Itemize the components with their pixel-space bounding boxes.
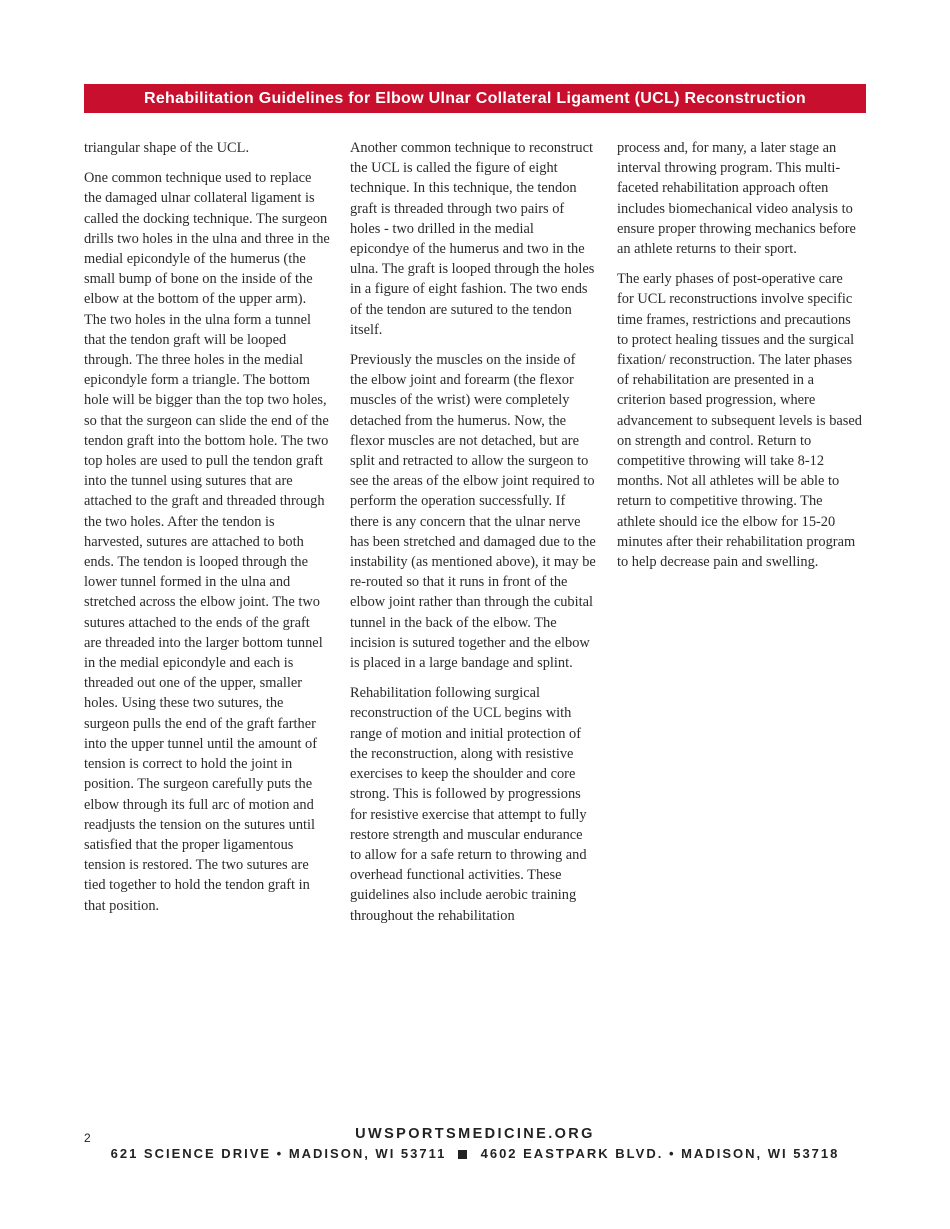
paragraph: One common technique used to replace the damaged ulnar collateral ligament is called the docking technique. The surgeon drills two holes in the ulna and three in the medial epicondyle of the humerus (the small bump of bone on the inside of the elbow at the bottom of the upper arm). The two holes in the ulna form a tunnel that the tendon graft will be looped through. The three holes in the medial epicondyle form a triangle. The bottom hole will be bigger than the top two holes, so that the surgeon can slide the end of the tendon graft into the bottom hole. The two top holes are used to pull the tendon graft into the tunnel using sutures that are attached to the graft and threaded through the two holes. After the tendon is harvested, sutures are attached to both ends. The tendon is looped through the lower tunnel formed in the ulna and stretched across the elbow joint. The two sutures attached to the ends of the graft are threaded into the larger bottom tunnel in the medial epicondyle and each is threaded out one of the upper, smaller holes. Using these two sutures, the surgeon pulls the end of the graft farther into the upper tunnel until the amount of tension is correct to hold the joint in position. The surgeon carefully puts the elbow through its full arc of motion and readjusts the tension on the sutures until satisfied that the proper ligamentous tension is restored. The two sutures are tied together to hold the tendon graft in that position. xyxy=(84,170,330,914)
square-separator-icon xyxy=(458,1150,467,1159)
text-column-3 xyxy=(617,138,863,582)
address-science-drive: 621 SCIENCE DRIVE • MADISON, WI 53711 xyxy=(110,1146,447,1161)
paragraph: Another common technique to reconstruct the UCL is called the figure of eight technique. In this technique, the tendon graft is threaded through two pairs of holes - two drilled in the medial epicondye of the humerus and two in the ulna. The graft is looped through the holes in a figure of eight fashion. The two ends of the tendon are sutured to the tendon itself. xyxy=(350,140,595,338)
text-column-1 xyxy=(84,138,330,926)
address-line xyxy=(0,1146,950,1161)
paragraph: Previously the muscles on the inside of the elbow joint and forearm (the flexor muscles of the wrist) were completely detached from the humerus. Now, the flexor muscles are not detached, but are split and retracted to allow the surgeon to see the areas of the elbow joint required to perform the operation successfully. If there is any concern that the ulnar nerve has been stretched and damaged due to the instability (as mentioned above), it may be re-routed so that it runs in front of the elbow joint rather than through the cubital tunnel in the back of the elbow. The incision is sutured together and the elbow is placed in a large bandage and splint. xyxy=(350,352,596,672)
paragraph: triangular shape of the UCL. xyxy=(84,140,250,156)
paragraph: Rehabilitation following surgical reconstruction of the UCL begins with range of motion and initial protection of the reconstruction, along with resistive exercises to keep the shoulder and core strong. This is followed by progressions for resistive exercise that attempt to fully restore strength and muscular endurance to allow for a safe return to throwing and overhead functional activities. These guidelines also include aerobic training throughout the rehabilitation xyxy=(350,685,587,924)
paragraph: The early phases of post-operative care for UCL reconstructions involve specific time frames, restrictions and precautions to protect healing tissues and the surgical fixation/ reconstruction. The later phases of rehabilitation are presented in a criterion based progression, where advancement to subsequent levels is based on strength and control. Return to competitive throwing will take 8-12 months. Not all athletes will be able to return to competitive throwing. The athlete should ice the elbow for 15-20 minutes after their rehabilitation program to help decrease pain and swelling. xyxy=(617,271,862,571)
website-url: UWSPORTSMEDICINE.ORG xyxy=(355,1126,595,1142)
text-column-2 xyxy=(350,138,596,936)
address-eastpark: 4602 EASTPARK BLVD. • MADISON, WI 53718 xyxy=(480,1146,840,1161)
page-number: 2 xyxy=(84,1131,91,1145)
header-bar xyxy=(84,84,866,113)
paragraph: process and, for many, a later stage an interval throwing program. This multi-faceted rehabilitation approach often includes biomechanical video analysis to ensure proper throwing mechanics before an athlete returns to their sport. xyxy=(617,140,856,258)
document-title: Rehabilitation Guidelines for Elbow Ulnar Collateral Ligament (UCL) Reconstruction xyxy=(144,89,806,107)
